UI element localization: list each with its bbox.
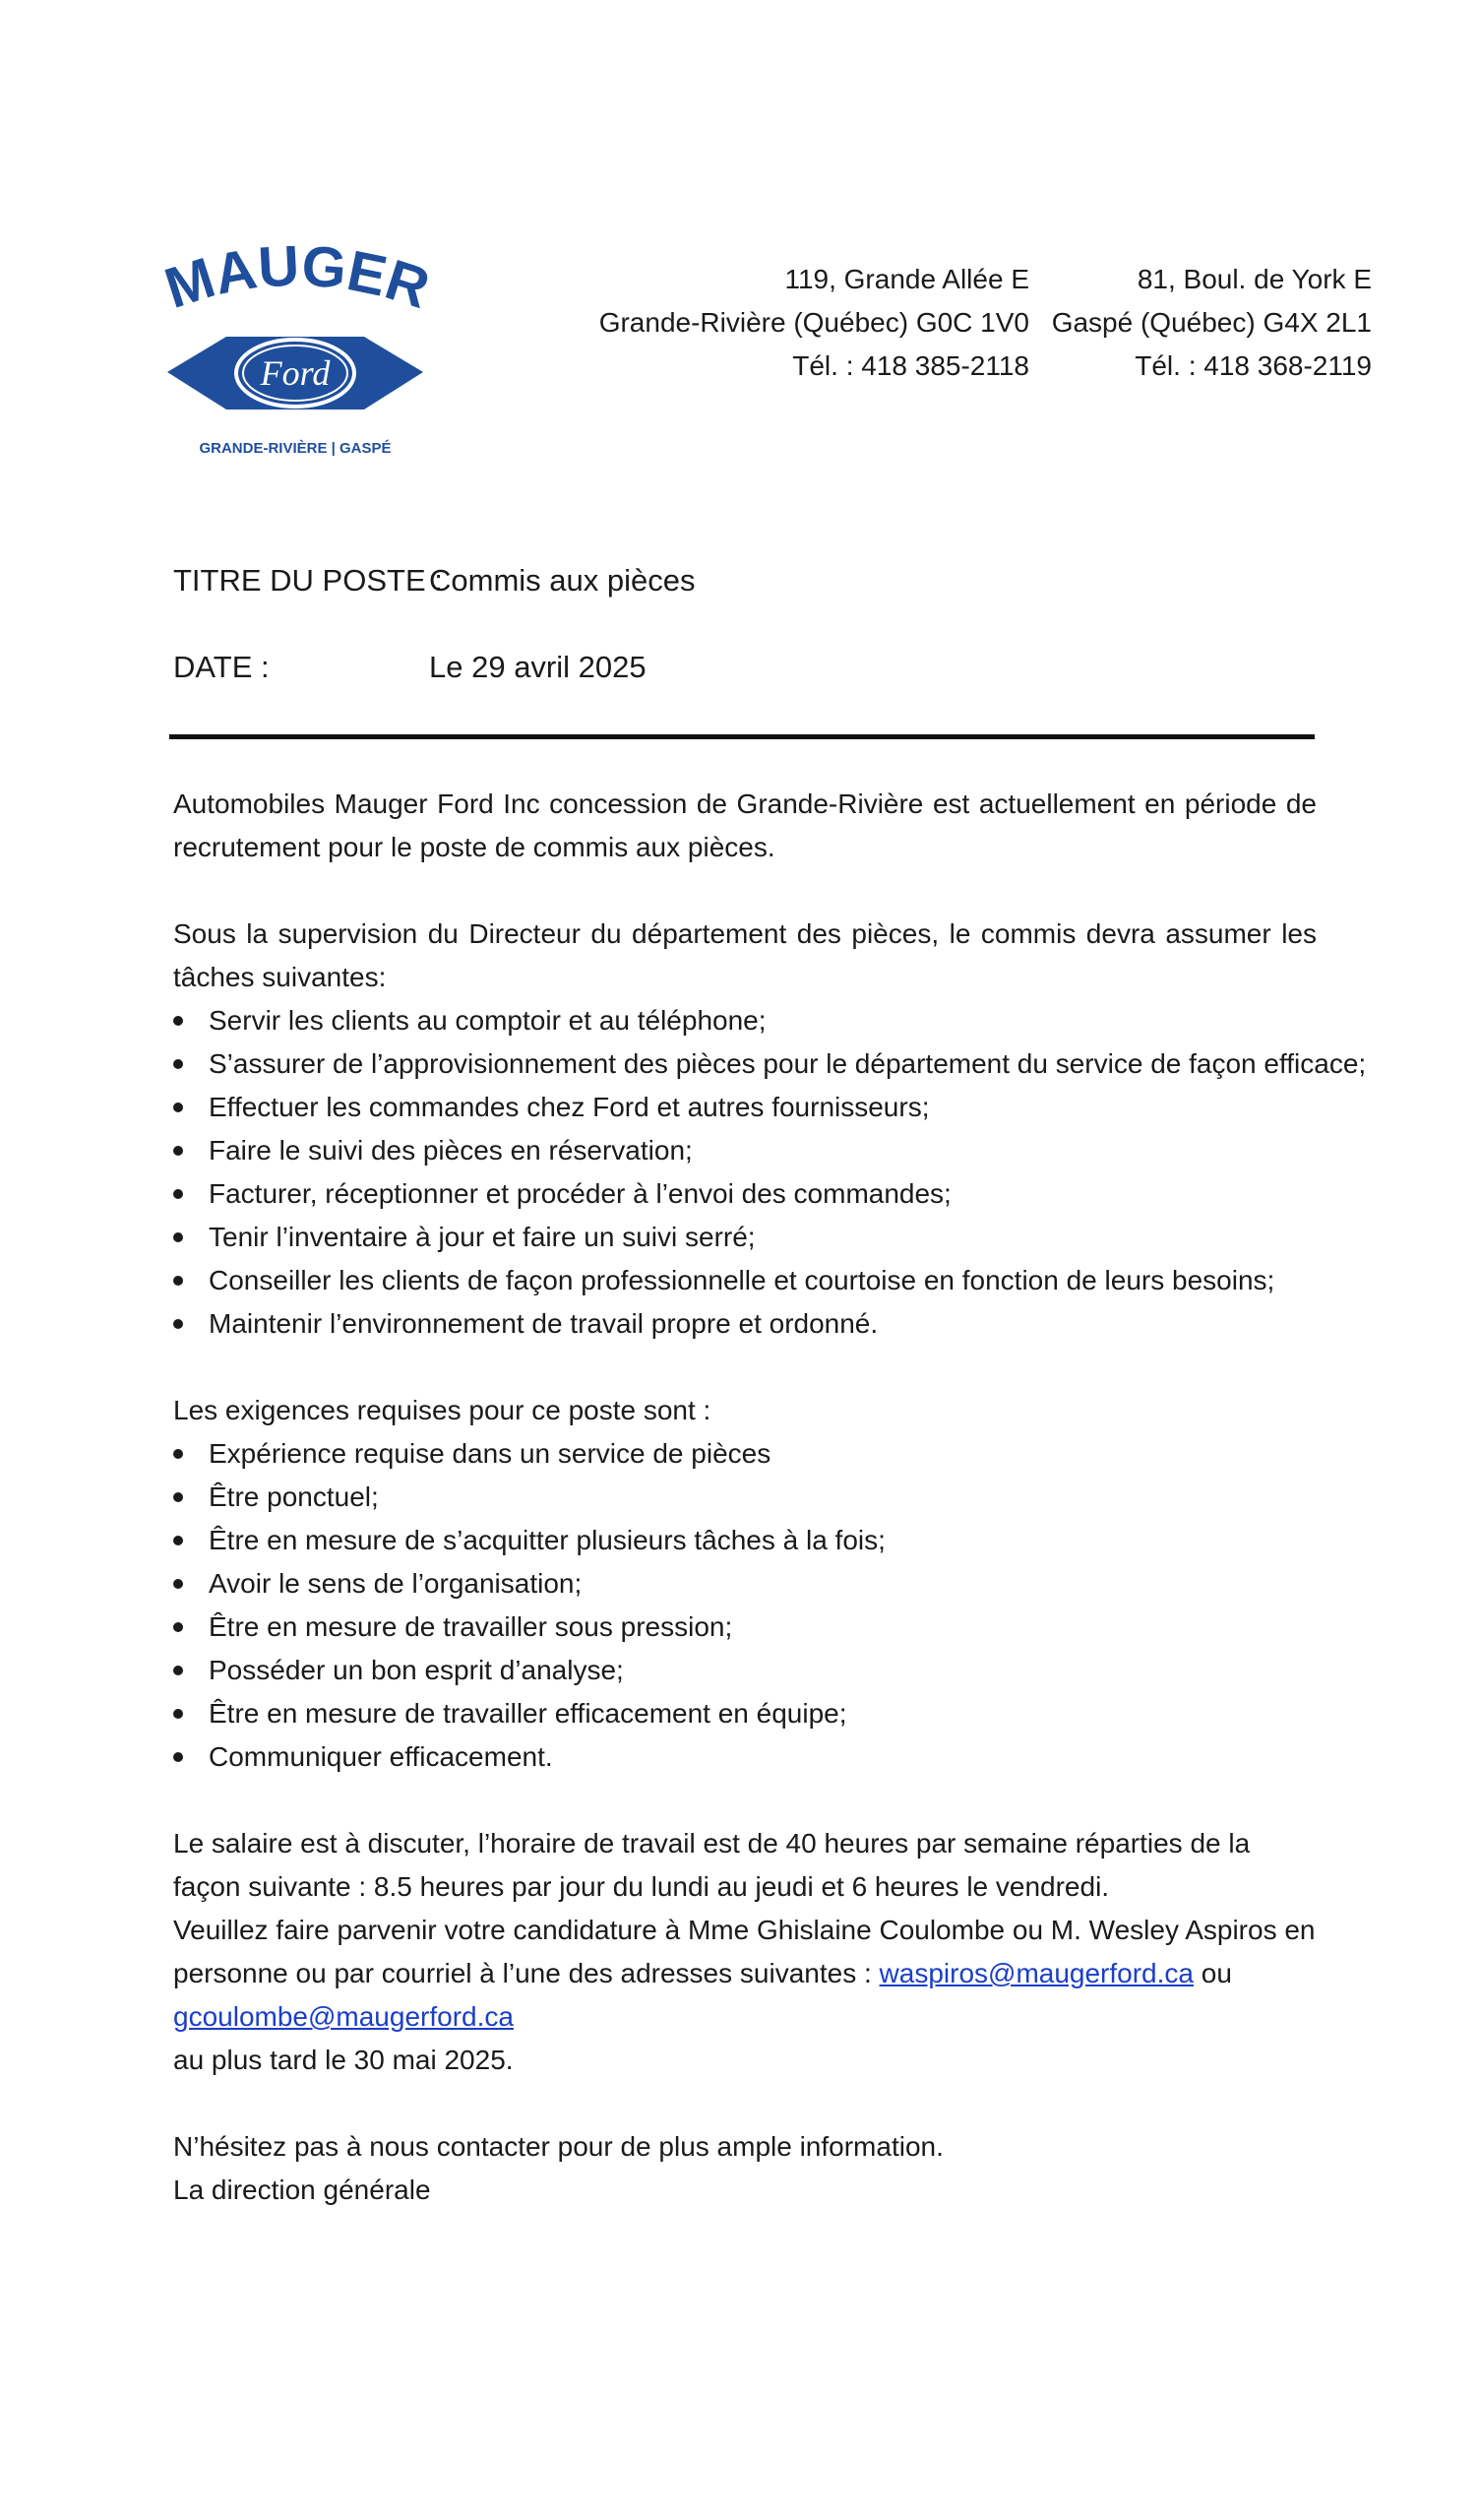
intro-paragraph: Automobiles Mauger Ford Inc concession de Grande-Rivière est actuellement en période de recrutement pour le poste de commis aux pièces. <box>173 788 1317 862</box>
list-item-text: Effectuer les commandes chez Ford et autres fournisseurs; <box>209 1092 930 1122</box>
bullet-icon <box>173 1146 183 1156</box>
list-item <box>173 1649 1317 1692</box>
email-link-waspiros[interactable]: waspiros@maugerford.ca <box>879 1958 1194 1988</box>
bullet-icon <box>173 1059 183 1069</box>
list-item-text: Servir les clients au comptoir et au téléphone; <box>209 1005 767 1036</box>
list-item-text: Facturer, réceptionner et procéder à l’envoi des commandes; <box>209 1178 952 1209</box>
address-phone: Tél. : 418 385-2118 <box>792 350 1029 381</box>
requirements-intro: Les exigences requises pour ce poste sont : <box>173 1395 711 1425</box>
signature: La direction générale <box>173 2174 431 2205</box>
address-street: 81, Boul. de York E <box>1137 264 1372 294</box>
address-city: Grande-Rivière (Québec) G0C 1V0 <box>598 307 1029 338</box>
list-item <box>173 999 1317 1042</box>
list-item-text: Être en mesure de travailler sous pression; <box>209 1611 733 1642</box>
bullet-icon <box>173 1622 183 1632</box>
mauger-ford-logo <box>157 246 443 468</box>
apply-paragraph <box>173 1909 1317 2039</box>
bullet-icon <box>173 1536 183 1545</box>
list-item-text: Expérience requise dans un service de pièces <box>209 1438 771 1469</box>
list-item-text: Communiquer efficacement. <box>209 1741 553 1772</box>
list-item <box>173 1735 1317 1779</box>
bullet-icon <box>173 1232 183 1242</box>
salary-paragraph: Le salaire est à discuter, l’horaire de travail est de 40 heures par semaine réparties de la façon suivante : 8.5 heures par jour du lundi au jeudi et 6 heures le vendredi. <box>173 1828 1251 1902</box>
date-label: DATE : <box>173 650 270 684</box>
list-item-text: Être ponctuel; <box>209 1481 379 1512</box>
list-item <box>173 1086 1317 1129</box>
list-item-text: S’assurer de l’approvisionnement des pièces pour le département du service de façon efficace; <box>209 1048 1367 1079</box>
bullet-icon <box>173 1319 183 1329</box>
list-item <box>173 1519 1317 1562</box>
list-item-text: Être en mesure de travailler efficacement en équipe; <box>209 1698 847 1729</box>
list-item <box>173 1302 1317 1346</box>
date-value: Le 29 avril 2025 <box>429 650 647 684</box>
list-item-text: Être en mesure de s’acquitter plusieurs tâches à la fois; <box>209 1525 886 1555</box>
bullet-icon <box>173 1579 183 1589</box>
bullet-icon <box>173 1276 183 1286</box>
list-item-text: Posséder un bon esprit d’analyse; <box>209 1655 624 1685</box>
list-item <box>173 1172 1317 1216</box>
address-gaspe <box>1052 258 1372 388</box>
list-item <box>173 1042 1367 1086</box>
logo-brand: MAUGER <box>157 246 437 322</box>
list-item-text: Tenir l’inventaire à jour et faire un suivi serré; <box>209 1222 756 1252</box>
bullet-icon <box>173 1752 183 1762</box>
address-grande-riviere <box>599 258 1029 388</box>
bullet-icon <box>173 1666 183 1675</box>
list-item <box>173 1606 1317 1649</box>
list-item-text: Conseiller les clients de façon professionnelle et courtoise en fonction de leurs besoins; <box>209 1265 1275 1295</box>
bullet-icon <box>173 1492 183 1502</box>
closing-text: N’hésitez pas à nous contacter pour de plus ample information. <box>173 2131 944 2162</box>
list-item <box>173 1692 1317 1735</box>
list-item <box>173 1216 1317 1259</box>
job-posting-body <box>173 783 1367 2212</box>
list-item <box>173 1432 1317 1476</box>
logo-tagline: GRANDE-RIVIÈRE | GASPÉ <box>199 440 392 457</box>
ford-script: Ford <box>260 353 331 393</box>
list-item-text: Faire le suivi des pièces en réservation; <box>209 1135 693 1166</box>
tasks-list <box>173 999 1367 1346</box>
list-item <box>173 1129 1317 1172</box>
bullet-icon <box>173 1016 183 1026</box>
bullet-icon <box>173 1189 183 1199</box>
list-item-text: Maintenir l’environnement de travail propre et ordonné. <box>209 1308 879 1339</box>
tasks-intro: Sous la supervision du Directeur du département des pièces, le commis devra assumer les tâches suivantes: <box>173 918 1317 992</box>
job-title-label: TITRE DU POSTE : <box>173 563 443 598</box>
apply-text: Veuillez faire parvenir votre candidature à Mme Ghislaine Coulombe ou M. Wesley Aspiros en personne ou par courriel à l’une des adresses suivantes : <box>173 1915 1316 1988</box>
job-title-value: Commis aux pièces <box>429 563 696 598</box>
address-city: Gaspé (Québec) G4X 2L1 <box>1051 307 1372 338</box>
deadline-text: au plus tard le 30 mai 2025. <box>173 2045 514 2075</box>
bullet-icon <box>173 1449 183 1459</box>
bullet-icon <box>173 1709 183 1719</box>
list-item <box>173 1562 1317 1606</box>
logo-graphic <box>157 246 443 468</box>
requirements-list <box>173 1432 1317 1779</box>
list-item <box>173 1476 1317 1519</box>
address-phone: Tél. : 418 368-2119 <box>1135 350 1372 381</box>
list-item-text: Avoir le sens de l’organisation; <box>209 1568 583 1599</box>
list-item <box>173 1259 1317 1302</box>
horizontal-rule <box>169 734 1315 739</box>
email-link-gcoulombe[interactable]: gcoulombe@maugerford.ca <box>173 2001 514 2032</box>
apply-or: ou <box>1193 1958 1232 1988</box>
bullet-icon <box>173 1102 183 1112</box>
address-street: 119, Grande Allée E <box>784 264 1029 294</box>
